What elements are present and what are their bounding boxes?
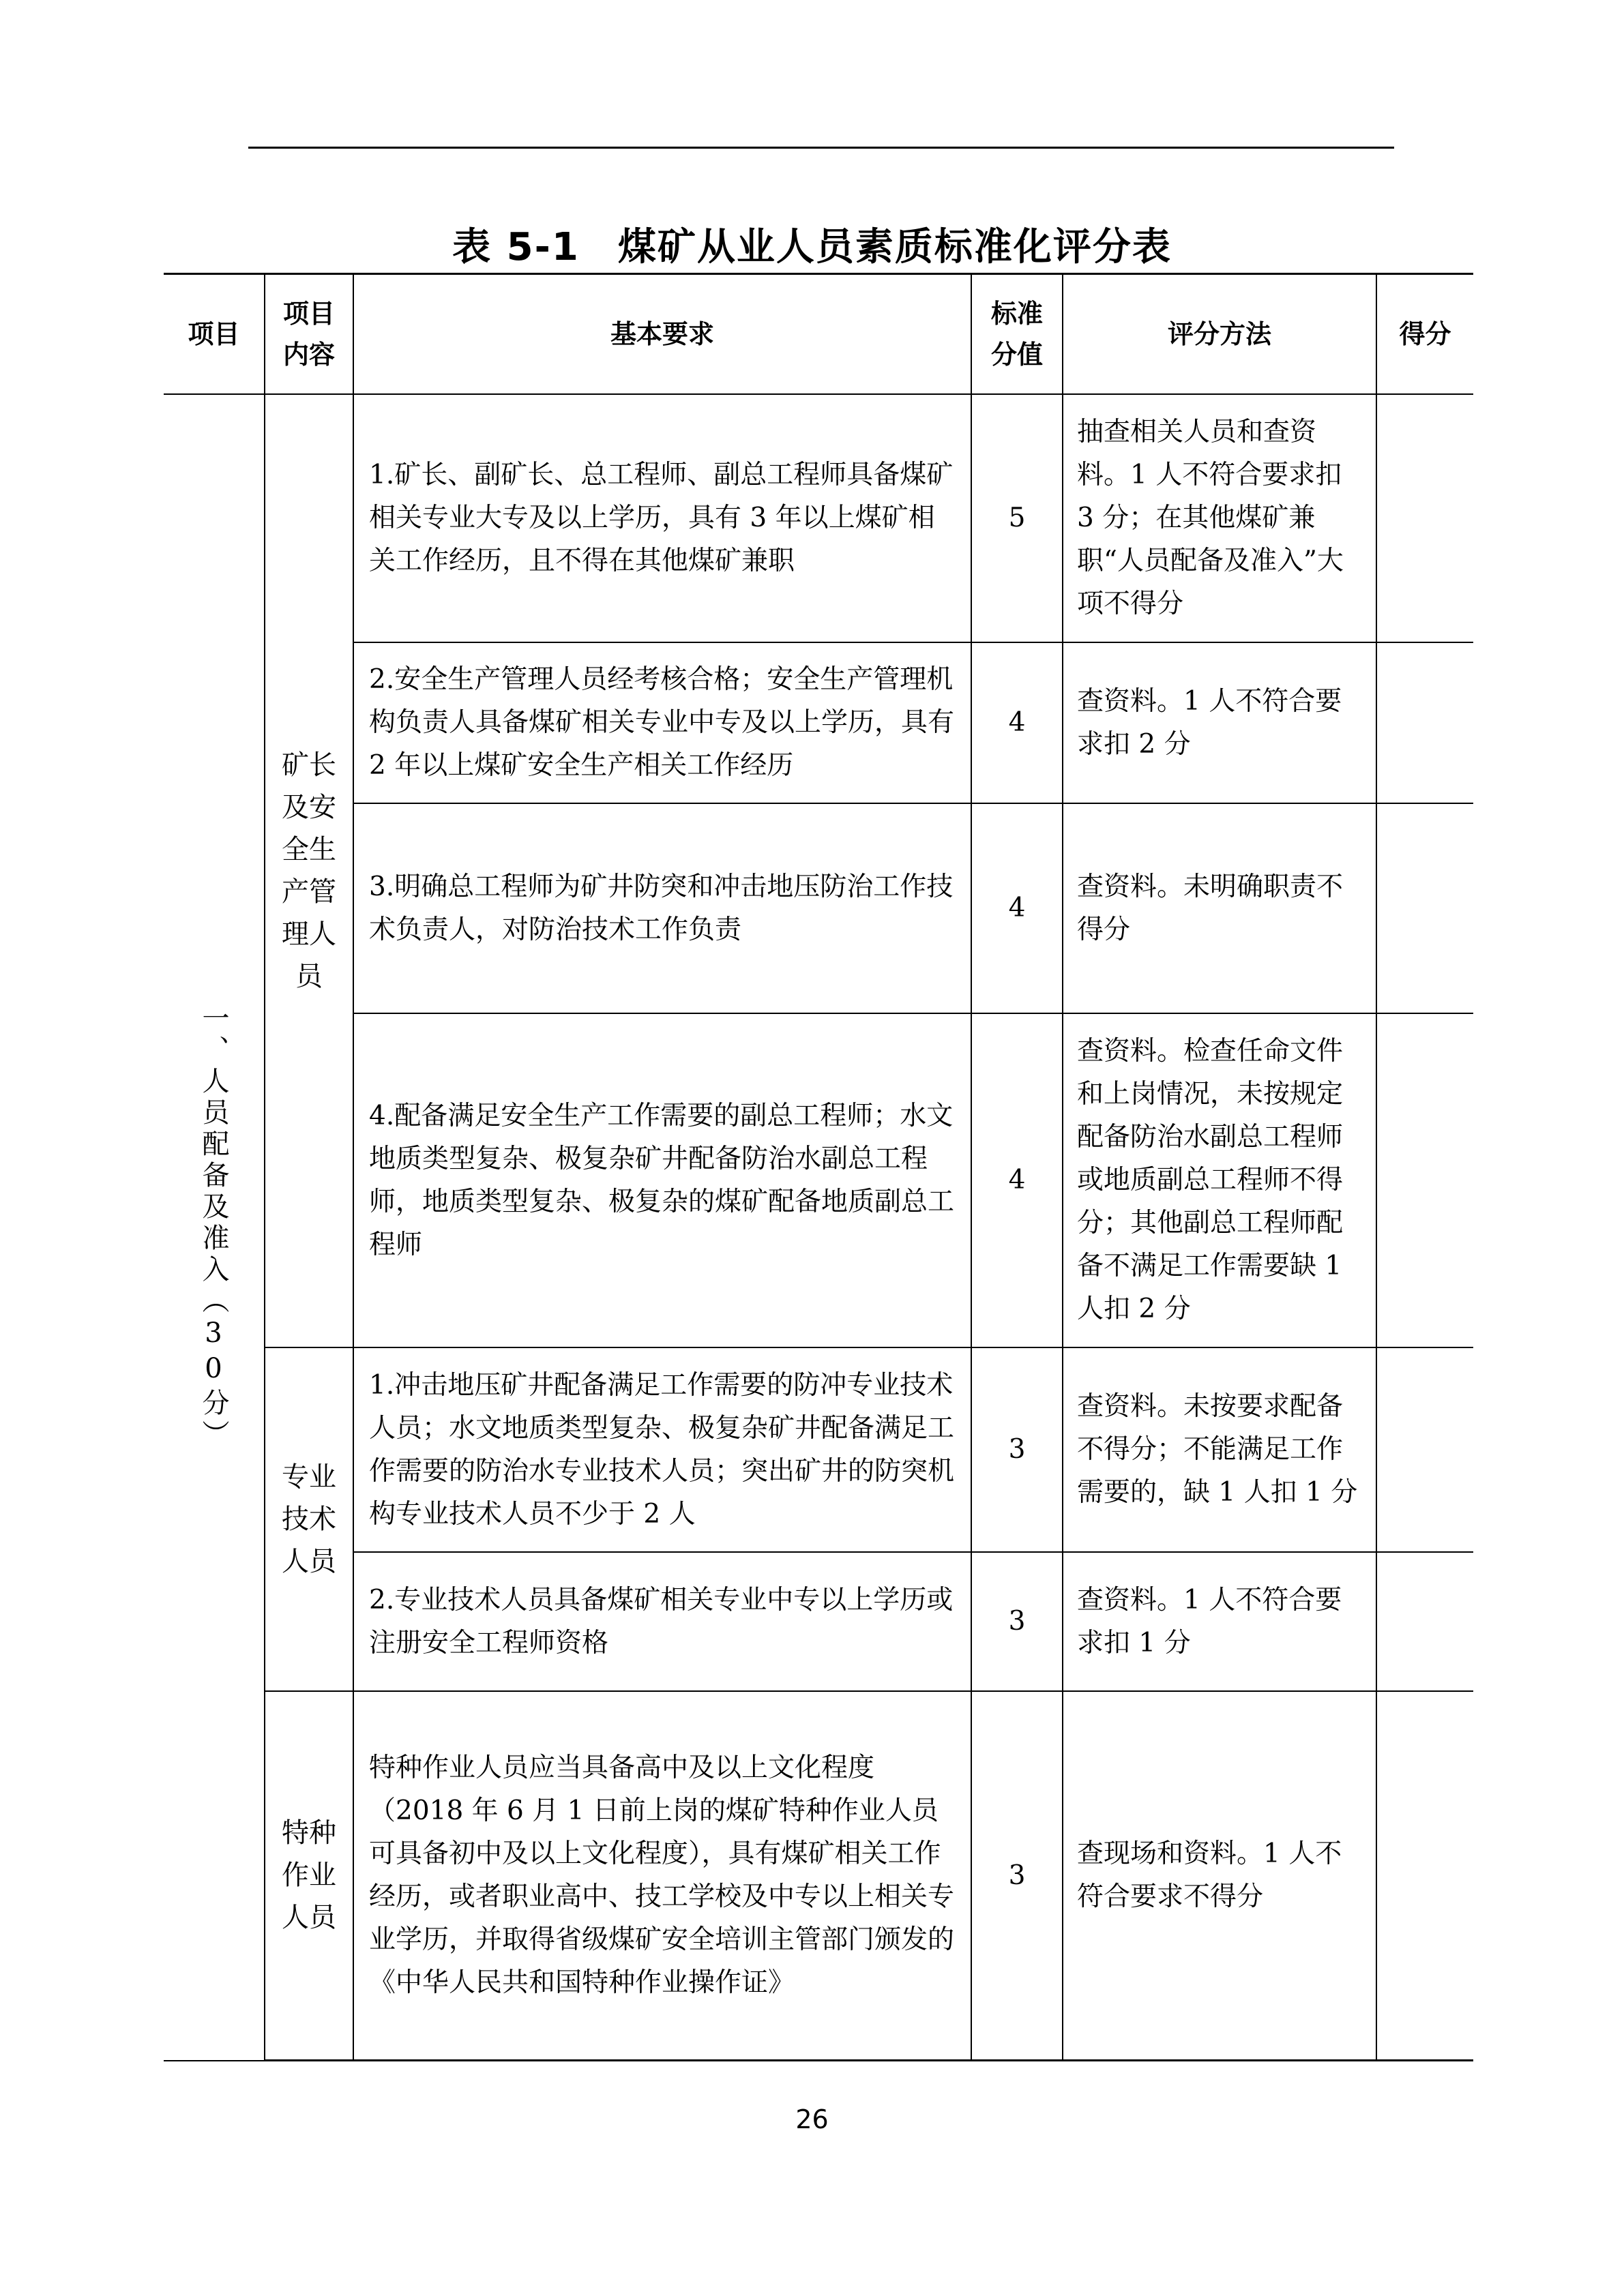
table-row: [164, 803, 1473, 1013]
requirement-cell: 3.明确总工程师为矿井防突和冲击地压防治工作技术负责人，对防治技术工作负责: [353, 803, 971, 1013]
header-standard-score: 标准分值: [971, 274, 1063, 394]
method-cell: 查资料。检查任命文件和上岗情况，未按规定配备防治水副总工程师或地质副总工程师不得分；其他副总工程师配备不满足工作需要缺 1 人扣 2 分: [1063, 1013, 1376, 1347]
section-label: 一、人员配备及准入（30分）: [198, 1003, 229, 1451]
table-row: [164, 1552, 1473, 1691]
standard-score-cell: 3: [971, 1347, 1063, 1552]
method-cell: 查资料。未按要求配备不得分；不能满足工作需要的，缺 1 人扣 1 分: [1063, 1347, 1376, 1552]
group-cell-special: [265, 1691, 353, 2061]
header-requirement: 基本要求: [353, 274, 971, 394]
method-cell: 抽查相关人员和查资料。1 人不符合要求扣 3 分；在其他煤矿兼职“人员配备及准入”大项不得分: [1063, 394, 1376, 642]
requirement-cell: 1.冲击地压矿井配备满足工作需要的防冲专业技术人员；水文地质类型复杂、极复杂矿井配备满足工作需要的防治水专业技术人员；突出矿井的防突机构专业技术人员不少于 2 人: [353, 1347, 971, 1552]
header-score: 得分: [1376, 274, 1473, 394]
table-row: [164, 642, 1473, 803]
method-cell: 查资料。1 人不符合要求扣 1 分: [1063, 1552, 1376, 1691]
section-cell: [164, 394, 265, 2061]
standard-score-cell: 5: [971, 394, 1063, 642]
scoring-table: [164, 273, 1473, 2061]
requirement-cell: 1.矿长、副矿长、总工程师、副总工程师具备煤矿相关专业大专及以上学历，具有 3 年以上煤矿相关工作经历，且不得在其他煤矿兼职: [353, 394, 971, 642]
group-cell-management: [265, 394, 353, 1347]
header-row: [164, 274, 1473, 394]
table-row: [164, 1013, 1473, 1347]
group-label: 矿长及安全生产管理人员: [282, 749, 336, 992]
header-item: 项目: [164, 274, 265, 394]
table-row: [164, 394, 1473, 642]
requirement-cell: 4.配备满足安全生产工作需要的副总工程师；水文地质类型复杂、极复杂矿井配备防治水副总工程师，地质类型复杂、极复杂的煤矿配备地质副总工程师: [353, 1013, 971, 1347]
table-number: 表 5-1: [452, 225, 580, 269]
score-cell: [1376, 1347, 1473, 1552]
standard-score-cell: 4: [971, 1013, 1063, 1347]
header-content: 项目内容: [265, 274, 353, 394]
table-row: [164, 1347, 1473, 1552]
group-cell-technical: [265, 1347, 353, 1691]
score-cell: [1376, 394, 1473, 642]
requirement-cell: 特种作业人员应当具备高中及以上文化程度（2018 年 6 月 1 日前上岗的煤矿特种作业人员可具备初中及以上文化程度），具有煤矿相关工作经历，或者职业高中、技工学校及中专以上相关专业学历，并取得省级煤矿安全培训主管部门颁发的《中华人民共和国特种作业操作证》: [353, 1691, 971, 2061]
score-cell: [1376, 642, 1473, 803]
standard-score-cell: 3: [971, 1691, 1063, 2061]
score-cell: [1376, 803, 1473, 1013]
header-rule: [248, 147, 1394, 149]
header-method: 评分方法: [1063, 274, 1376, 394]
page-number: 26: [795, 2104, 829, 2134]
group-label: 专业技术人员: [282, 1461, 336, 1577]
method-cell: 查资料。未明确职责不得分: [1063, 803, 1376, 1013]
group-label: 特种作业人员: [282, 1817, 336, 1934]
requirement-cell: 2.安全生产管理人员经考核合格；安全生产管理机构负责人具备煤矿相关专业中专及以上学历，具有 2 年以上煤矿安全生产相关工作经历: [353, 642, 971, 803]
score-cell: [1376, 1013, 1473, 1347]
score-cell: [1376, 1691, 1473, 2061]
method-cell: 查资料。1 人不符合要求扣 2 分: [1063, 642, 1376, 803]
table-row: [164, 1691, 1473, 2061]
score-cell: [1376, 1552, 1473, 1691]
method-cell: 查现场和资料。1 人不符合要求不得分: [1063, 1691, 1376, 2061]
standard-score-cell: 3: [971, 1552, 1063, 1691]
requirement-cell: 2.专业技术人员具备煤矿相关专业中专以上学历或注册安全工程师资格: [353, 1552, 971, 1691]
table-title: [0, 217, 1624, 271]
standard-score-cell: 4: [971, 803, 1063, 1013]
table-name: 煤矿从业人员素质标准化评分表: [617, 225, 1172, 269]
standard-score-cell: 4: [971, 642, 1063, 803]
